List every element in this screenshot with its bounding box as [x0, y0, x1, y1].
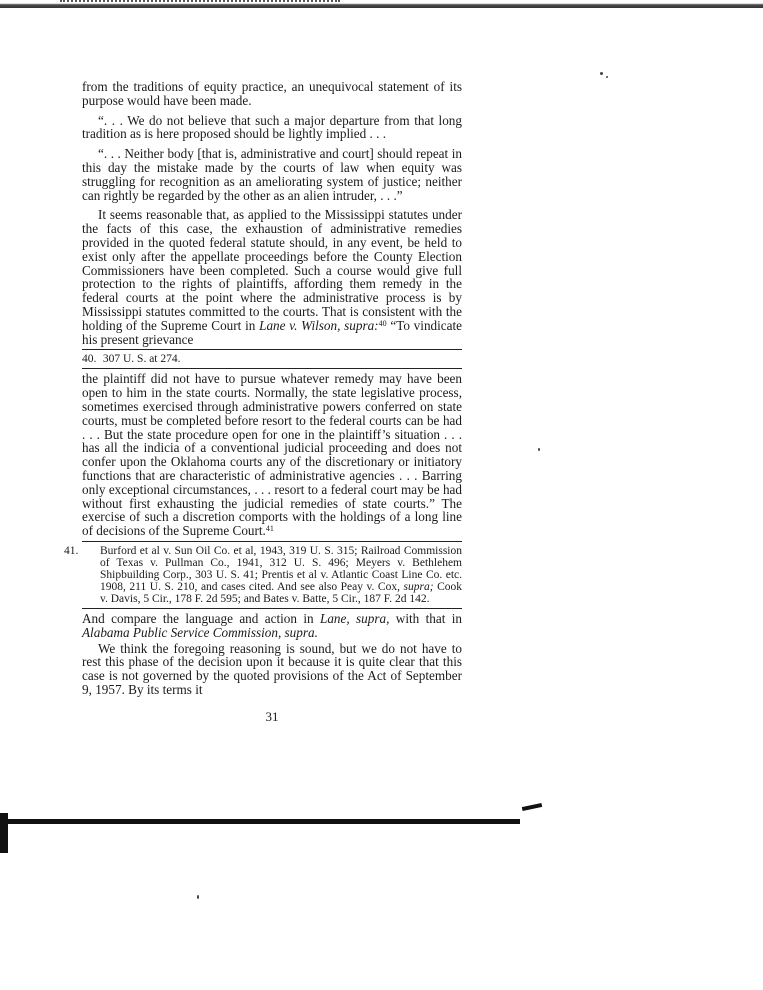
footnote-rule — [82, 541, 462, 542]
paragraph: “. . . We do not believe that such a major departure from that long tradition as is here proposed should be lightly implied . . . — [82, 112, 462, 142]
scan-speck — [600, 72, 603, 75]
footnote-rule — [82, 349, 462, 350]
document-page — [64, 79, 463, 725]
footnote-rule — [82, 608, 462, 609]
scan-border-bottom — [0, 813, 763, 831]
paragraph — [82, 372, 462, 538]
footnote-number: 40. — [82, 353, 97, 366]
scan-speck — [538, 448, 540, 451]
paragraph: from the traditions of equity practice, an unequivocal statement of its purpose would have been made. — [82, 79, 462, 108]
scan-mark — [522, 803, 542, 811]
paragraph — [82, 612, 462, 640]
scan-bar — [0, 813, 8, 853]
scan-speck — [197, 895, 199, 899]
case-citation: Lane, supra, — [320, 610, 390, 626]
scan-bar — [0, 819, 520, 824]
footnote-rule — [82, 368, 462, 369]
footnote-ref: 41 — [265, 524, 274, 534]
paragraph-text: with that in — [395, 610, 463, 626]
footnote-41 — [64, 544, 463, 605]
paragraph: “. . . Neither body [that is, administrative and court] should repeat in this day the mistake made by the courts of law when equity was struggling for recognition as an ameliorating system of justice; neither can rightly be regarded by the other as an alien intruder, . . .” — [82, 146, 462, 203]
paragraph: We think the foregoing reasoning is sound, but we do not have to rest this phase of the decision upon it because it is quite clear that this case is not governed by the quoted provisions of the Act of September 9, 1957. By its terms it — [82, 640, 462, 697]
case-citation: Lane v. Wilson, supra: — [259, 317, 379, 333]
paragraph-text: And compare the language and action in — [82, 610, 314, 626]
footnote-text: Burford et al v. Sun Oil Co. et al, 1943, 319 U. S. 315; Railroad Commission of Texas v. Pullman Co., 1941, 312 U. S. 496; Meyers v. Bethlehem Shipbuilding Corp., 303 U. S. 41; Prentis et al v. Atlantic Coast Line Co. etc. 1908, 211 U. S. 210, and cases cited. And see also Peay v. Cox, — [100, 544, 462, 593]
footnote-40 — [82, 353, 462, 365]
footnote-text-italic: supra; — [403, 580, 434, 593]
paragraph-text: the plaintiff did not have to pursue whatever remedy may have been open to him in the state courts. Normally, the state legislative process, sometimes exercised through administrative powers conferred on state courts, must be completed before resort to the federal courts can be had . . . But the state procedure open for one in the plaintiff’s situation . . . has all the indicia of a conventional judicial proceeding and does not confer upon the Oklahoma courts any of the discretionary or initiatory functions that are characteristic of administrative agencies . . . Barring only exceptional circumstances, . . . resort to a federal court may be had without first exhausting the judicial remedies of state courts.” The exercise of such a discretion comports with the holdings of a long line of decisions of the Supreme Court. — [82, 371, 462, 539]
footnote-number: 41. — [64, 544, 79, 557]
paragraph-text: It seems reasonable that, as applied to the Mississippi statutes under the facts of this case, the exhaustion of administrative remedies provided in the quoted federal statute should, in any event, be held to exist only after the appellate proceedings before the County Election Commissioners have been completed. Such a course would give full protection to the rights of plaintiffs, affording them remedy in the federal courts at the point where the administrative process is by Mississippi statutes committed to the courts. That is consistent with the holding of the Supreme Court in — [82, 207, 462, 333]
paragraph — [82, 208, 462, 346]
scan-dots-top — [60, 0, 340, 5]
footnote-text: Cook v. Davis, 5 Cir., 178 F. 2d 595; and Bates v. Batte, 5 Cir., 187 F. 2d 142. — [100, 580, 463, 605]
footnote-text: 307 U. S. at 274. — [102, 353, 181, 366]
page-number: 31 — [265, 708, 279, 724]
case-citation: Alabama Public Service Commission, supra. — [82, 624, 318, 640]
scan-speck — [606, 76, 608, 78]
quote-start: “To vindicate his present grievance — [82, 317, 463, 347]
footnote-ref: 40 — [378, 318, 387, 328]
